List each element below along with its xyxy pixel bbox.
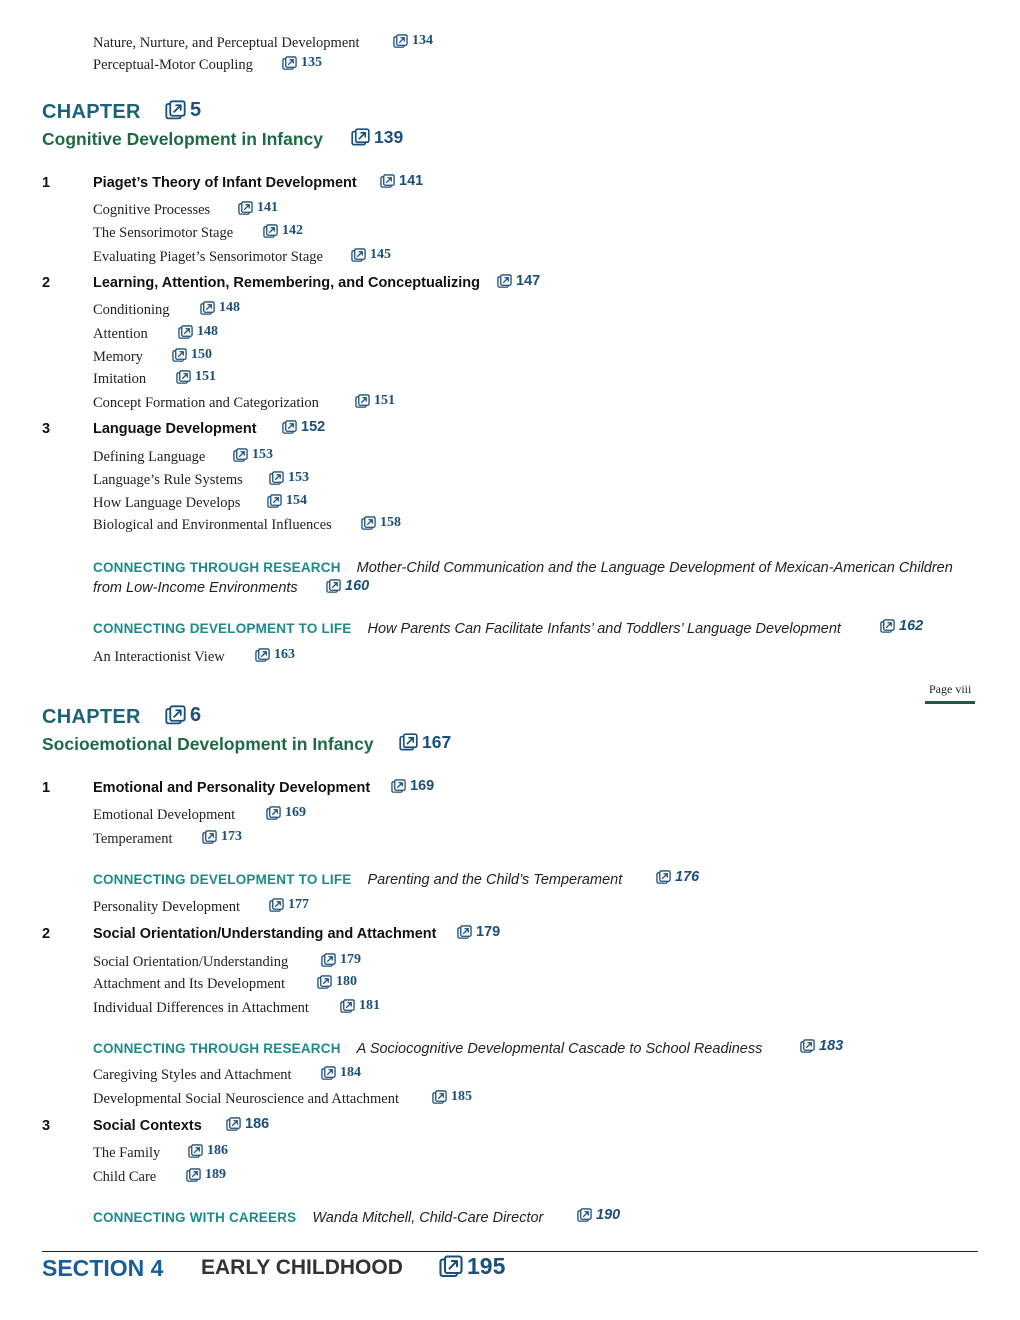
feature-title: A Sociocognitive Developmental Cascade to School Readiness — [356, 1041, 763, 1057]
page-link[interactable]: 167 — [399, 732, 451, 753]
feature-label: CONNECTING DEVELOPMENT TO LIFE — [93, 872, 352, 887]
toc-subtopic: Language’s Rule Systems — [93, 472, 243, 488]
page-link[interactable]: 185 — [432, 1089, 472, 1105]
page-link[interactable]: 151 — [176, 369, 216, 385]
toc-subtopic: Individual Differences in Attachment — [93, 1000, 309, 1016]
external-link-icon — [439, 1255, 463, 1279]
page-link[interactable]: 154 — [267, 493, 307, 509]
external-link-icon — [355, 394, 370, 409]
external-link-icon — [188, 1144, 203, 1159]
external-link-icon — [577, 1208, 592, 1223]
section-number: 3 — [42, 421, 51, 437]
feature-title: Mother-Child Communication and the Language Development of Mexican-American Children — [356, 560, 953, 576]
toc-heading: Emotional and Personality Development — [93, 780, 371, 796]
toc-heading: Learning, Attention, Remembering, and Conceptualizing — [93, 275, 480, 291]
page-link[interactable]: 145 — [351, 247, 391, 263]
external-link-icon — [200, 301, 215, 316]
feature-title: How Parents Can Facilitate Infants’ and Toddlers’ Language Development — [367, 621, 841, 637]
feature-label: CONNECTING THROUGH RESEARCH — [93, 1041, 341, 1056]
page-link[interactable]: 160 — [326, 578, 369, 594]
page-link[interactable]: 135 — [282, 55, 322, 71]
external-link-icon — [351, 128, 370, 147]
toc-subtopic: The Sensorimotor Stage — [93, 225, 234, 241]
external-link-icon — [880, 619, 895, 634]
toc-subtopic: Caregiving Styles and Attachment — [93, 1067, 292, 1083]
chapter-title: Socioemotional Development in Infancy — [42, 734, 374, 754]
toc-subtopic: Conditioning — [93, 302, 170, 318]
external-link-icon — [282, 420, 297, 435]
toc-heading: Piaget’s Theory of Infant Development — [93, 175, 357, 191]
feature-line — [93, 559, 953, 577]
external-link-icon — [282, 56, 297, 71]
section-divider — [42, 1251, 978, 1252]
toc-subtopic: Emotional Development — [93, 807, 236, 823]
external-link-icon — [321, 953, 336, 968]
feature-line — [93, 871, 622, 889]
page-link[interactable]: 186 — [188, 1143, 228, 1159]
external-link-icon — [656, 870, 671, 885]
toc-heading: Language Development — [93, 421, 257, 437]
page-marker: Page viii — [925, 682, 975, 704]
toc-subtopic: Personality Development — [93, 899, 240, 915]
page-link[interactable]: 148 — [200, 300, 240, 316]
external-link-icon — [399, 733, 418, 752]
external-link-icon — [393, 34, 408, 49]
toc-subtopic: How Language Develops — [93, 495, 241, 511]
page-link[interactable]: 176 — [656, 869, 699, 885]
section-number: 3 — [42, 1118, 51, 1134]
page-link[interactable]: 183 — [800, 1038, 843, 1054]
external-link-icon — [176, 370, 191, 385]
toc-heading: Social Orientation/Understanding and Attachment — [93, 926, 437, 942]
page-link[interactable]: 152 — [282, 419, 325, 435]
section-number: 2 — [42, 275, 51, 291]
section-title: EARLY CHILDHOOD — [201, 1256, 403, 1279]
feature-title: Wanda Mitchell, Child-Care Director — [312, 1210, 544, 1226]
feature-label: CONNECTING DEVELOPMENT TO LIFE — [93, 621, 352, 636]
page-link[interactable]: 148 — [178, 324, 218, 340]
page-link[interactable]: 173 — [202, 829, 242, 845]
external-link-icon — [361, 516, 376, 531]
external-link-icon — [186, 1168, 201, 1183]
external-link-icon — [800, 1039, 815, 1054]
external-link-icon — [233, 448, 248, 463]
external-link-icon — [380, 174, 395, 189]
page-link[interactable]: 142 — [263, 223, 303, 239]
toc-subtopic: Developmental Social Neuroscience and Attachment — [93, 1091, 400, 1107]
feature-line — [93, 620, 841, 638]
section-number: 1 — [42, 780, 51, 796]
section-label: SECTION 4 — [42, 1255, 164, 1281]
page-link[interactable]: 151 — [355, 393, 395, 409]
external-link-icon — [178, 325, 193, 340]
page-link[interactable]: 163 — [255, 647, 295, 663]
section-number: 1 — [42, 175, 51, 191]
external-link-icon — [326, 579, 341, 594]
toc-heading: Social Contexts — [93, 1118, 202, 1134]
external-link-icon — [172, 348, 187, 363]
toc-subtopic: Nature, Nurture, and Perceptual Development — [93, 35, 360, 51]
toc-subtopic: Perceptual-Motor Coupling — [93, 57, 253, 73]
page-link[interactable]: 147 — [497, 273, 540, 289]
feature-title-cont: from Low-Income Environments — [93, 580, 298, 596]
page-link[interactable]: 141 — [380, 173, 423, 189]
chapter-title: Cognitive Development in Infancy — [42, 129, 324, 149]
page-link[interactable]: 162 — [880, 618, 923, 634]
toc-subtopic: Cognitive Processes — [93, 202, 211, 218]
toc-subtopic: Defining Language — [93, 449, 206, 465]
external-link-icon — [317, 975, 332, 990]
external-link-icon — [226, 1117, 241, 1132]
external-link-icon — [351, 248, 366, 263]
chapter-label: CHAPTER — [42, 706, 141, 728]
external-link-icon — [165, 705, 186, 726]
page-link[interactable]: 153 — [233, 447, 273, 463]
external-link-icon — [165, 100, 186, 121]
page-link[interactable]: 179 — [457, 924, 500, 940]
toc-subtopic: An Interactionist View — [93, 649, 225, 665]
feature-line — [93, 1040, 762, 1058]
feature-title: Parenting and the Child’s Temperament — [367, 872, 623, 888]
feature-label: CONNECTING THROUGH RESEARCH — [93, 560, 341, 575]
external-link-icon — [269, 471, 284, 486]
page-link[interactable]: 169 — [391, 778, 434, 794]
chapter-link[interactable]: 5 — [165, 99, 201, 122]
toc-subtopic: Attention — [93, 326, 148, 342]
external-link-icon — [238, 201, 253, 216]
external-link-icon — [391, 779, 406, 794]
external-link-icon — [457, 925, 472, 940]
toc-subtopic: Concept Formation and Categorization — [93, 395, 319, 411]
toc-subtopic: Attachment and Its Development — [93, 976, 286, 992]
external-link-icon — [267, 494, 282, 509]
toc-subtopic: Memory — [93, 349, 143, 365]
page-link[interactable]: 179 — [321, 952, 361, 968]
page-link[interactable]: 153 — [269, 470, 309, 486]
toc-subtopic: Imitation — [93, 371, 147, 387]
chapter-label: CHAPTER — [42, 101, 141, 123]
toc-subtopic: The Family — [93, 1145, 161, 1161]
page-link[interactable]: 184 — [321, 1065, 361, 1081]
page-link[interactable]: 141 — [238, 200, 278, 216]
page-link[interactable]: 150 — [172, 347, 212, 363]
page-link[interactable]: 189 — [186, 1167, 226, 1183]
page-link[interactable]: 139 — [351, 127, 403, 148]
external-link-icon — [432, 1090, 447, 1105]
toc-subtopic: Temperament — [93, 831, 173, 847]
external-link-icon — [269, 898, 284, 913]
external-link-icon — [255, 648, 270, 663]
page-link[interactable]: 158 — [361, 515, 401, 531]
page-link[interactable]: 134 — [393, 33, 433, 49]
page-link[interactable]: 186 — [226, 1116, 269, 1132]
external-link-icon — [497, 274, 512, 289]
toc-subtopic: Biological and Environmental Influences — [93, 517, 332, 533]
external-link-icon — [340, 999, 355, 1014]
toc-subtopic: Social Orientation/Understanding — [93, 954, 289, 970]
toc-subtopic: Child Care — [93, 1169, 157, 1185]
page-link[interactable]: 181 — [340, 998, 380, 1014]
chapter-link[interactable]: 6 — [165, 704, 201, 727]
external-link-icon — [266, 806, 281, 821]
section-number: 2 — [42, 926, 51, 942]
toc-subtopic: Evaluating Piaget’s Sensorimotor Stage — [93, 249, 323, 265]
page-link[interactable]: 195 — [439, 1253, 505, 1280]
feature-label: CONNECTING WITH CAREERS — [93, 1210, 297, 1225]
page-link[interactable]: 177 — [269, 897, 309, 913]
external-link-icon — [321, 1066, 336, 1081]
page-link[interactable]: 180 — [317, 974, 357, 990]
page-link[interactable]: 190 — [577, 1207, 620, 1223]
page-link[interactable]: 169 — [266, 805, 306, 821]
external-link-icon — [202, 830, 217, 845]
feature-line — [93, 1209, 543, 1227]
external-link-icon — [263, 224, 278, 239]
